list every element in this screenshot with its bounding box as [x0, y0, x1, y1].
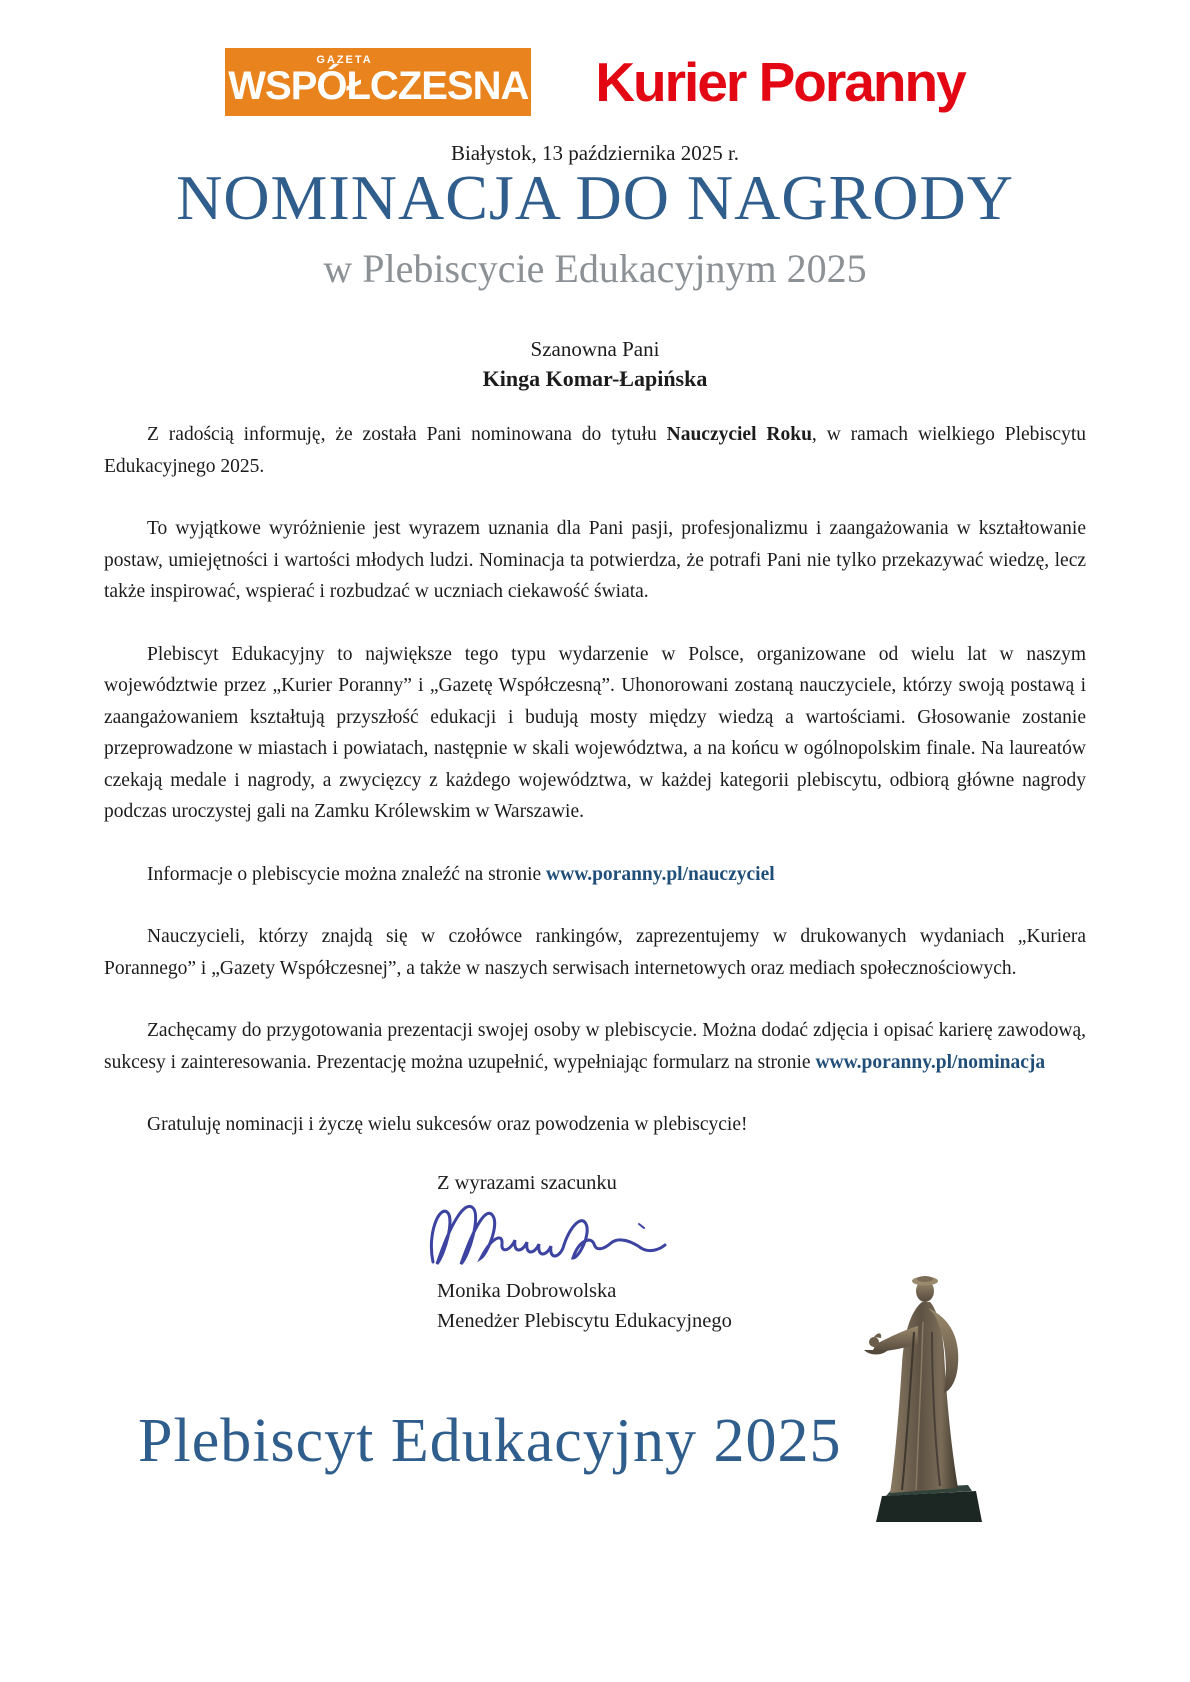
nominacja-link[interactable]: www.poranny.pl/nominacja — [815, 1051, 1046, 1073]
paragraph-nomination-pre: Z radością informuję, że została Pani nominowana do tytułu — [147, 424, 667, 445]
paragraph-rankings: Nauczycieli, którzy znajdą się w czołówce rankingów, zaprezentujemy w drukowanych wydaniach „Kuriera Porannego” i „Gazety Współczesnej”, a także w naszych serwisach internetowych oraz mediach społecznościowych. — [104, 926, 1086, 979]
signer-role: Menedżer Plebiscytu Edukacyjnego — [437, 1310, 732, 1332]
paragraph-presentation — [104, 1015, 1086, 1078]
paragraph-congratulations: Gratuluję nominacji i życzę wielu sukcesów oraz powodzenia w plebiscycie! — [147, 1114, 748, 1135]
paragraph-recognition: To wyjątkowe wyróżnienie jest wyrazem uznania dla Pani pasji, profesjonalizmu i zaangażowania w kształtowanie postaw, umiejętności i wartości młodych ludzi. Nominacja ta potwierdza, że potrafi Pani nie tylko przekazywać wiedzę, lecz także inspirować, wspierać i rozbudzać w uczniach ciekawość świata. — [104, 518, 1086, 602]
closing-block — [437, 1168, 837, 1336]
paragraph-info-link-pre: Informacje o plebiscycie można znaleźć na stronie — [147, 863, 547, 885]
signer-name: Monika Dobrowolska — [437, 1280, 617, 1302]
salutation: Szanowna Pani — [530, 337, 660, 361]
gazeta-wspolczesna-logo-text: WSPÓŁCZESNA — [228, 63, 529, 108]
dateline: Białystok, 13 października 2025 r. — [450, 141, 740, 165]
page-title: NOMINACJA DO NAGRODY — [176, 162, 1014, 233]
paragraph-info-link — [104, 859, 1086, 891]
nauczyciel-link[interactable]: www.poranny.pl/nauczyciel — [546, 863, 775, 885]
paragraph-plebiscite-description: Plebiscyt Edukacyjny to największe tego typu wydarzenie w Polsce, organizowane od wielu lat w naszym województwie przez „Kurier Poranny” i „Gazetę Współczesną”. Uhonorowani zostaną nauczyciele, którzy swoją postawą i zaangażowaniem kształtują przyszłość edukacji i budują mosty między wiedzą a wartościami. Głosowanie zostanie przeprowadzone w miastach i powiatach, następnie w skali województwa, a na końcu w ogólnopolskim finale. Na laureatów czekają medale i nagrody, a zwycięzcy z każdego województwa, w każdej kategorii plebiscytu, odbiorą główne nagrody podczas uroczystej gali na Zamku Królewskim w Warszawie. — [104, 643, 1086, 822]
kurier-poranny-logo-text: Kurier Poranny — [595, 50, 965, 113]
paragraph-presentation-pre: Zachęcamy do przygotowania prezentacji swojej osoby w plebiscycie. Można dodać zdjęcia i opisać karierę zawodową, sukcesy i zainteresowania. Prezentację można uzupełnić, wypełniając formularz na stronie — [104, 1020, 1086, 1073]
letter-body — [104, 419, 1086, 1172]
handwritten-signature-image — [423, 1196, 673, 1282]
newspaper-logos — [0, 48, 1190, 116]
paragraph-nomination-post: , w ramach wielkiego Plebiscytu Edukacyjnego 2025. — [104, 424, 1087, 477]
gazeta-wspolczesna-logo-small-text: GAZETA — [316, 54, 373, 66]
paragraph-nomination — [104, 419, 1086, 482]
closing-phrase: Z wyrazami szacunku — [437, 1172, 617, 1194]
recipient-name: Kinga Komar-Łapińska — [482, 366, 708, 391]
gazeta-wspolczesna-logo — [225, 48, 531, 116]
kurier-poranny-logo — [595, 50, 965, 113]
award-title-bold: Nauczyciel Roku — [666, 424, 812, 445]
plebiscite-brand-title: Plebiscyt Edukacyjny 2025 — [138, 1407, 842, 1475]
award-statuette-image — [852, 1272, 1002, 1524]
page-subtitle: w Plebiscycie Edukacyjnym 2025 — [323, 246, 867, 291]
